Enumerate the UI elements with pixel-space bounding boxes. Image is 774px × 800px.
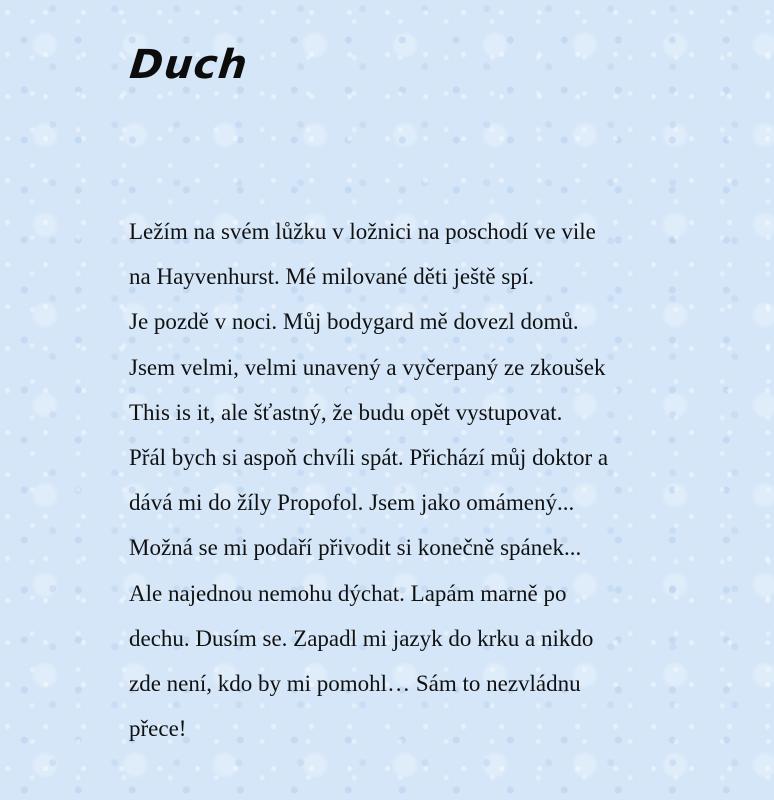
poem-line: Možná se mi podaří přivodit si konečně spánek... bbox=[129, 535, 582, 561]
poem-line: Ležím na svém lůžku v ložnici na poschodí ve vile bbox=[129, 219, 596, 244]
poem-text bbox=[129, 212, 749, 754]
document-title: Duch bbox=[127, 42, 251, 88]
poem-line: na Hayvenhurst. Mé milované děti ještě spí. bbox=[129, 264, 534, 290]
poem-line: zde není, kdo by mi pomohl… Sám to nezvládnu bbox=[129, 670, 581, 696]
poem-line: This is it, ale šťastný, že budu opět vystupovat. bbox=[129, 399, 563, 425]
poem-line: přece! bbox=[129, 716, 187, 742]
poem-line: Je pozdě v noci. Můj bodygard mě dovezl domů. bbox=[129, 309, 579, 335]
poem-line: Ale najednou nemohu dýchat. Lapám marně po bbox=[129, 580, 567, 606]
poem-line: Jsem velmi, velmi unavený a vyčerpaný ze zkoušek bbox=[129, 354, 606, 380]
poem-line: Přál bych si aspoň chvíli spát. Přichází můj doktor a bbox=[129, 444, 609, 470]
poem-line: dává mi do žíly Propofol. Jsem jako omámený... bbox=[129, 490, 575, 516]
poem-line: dechu. Dusím se. Zapadl mi jazyk do krku a nikdo bbox=[129, 625, 594, 651]
